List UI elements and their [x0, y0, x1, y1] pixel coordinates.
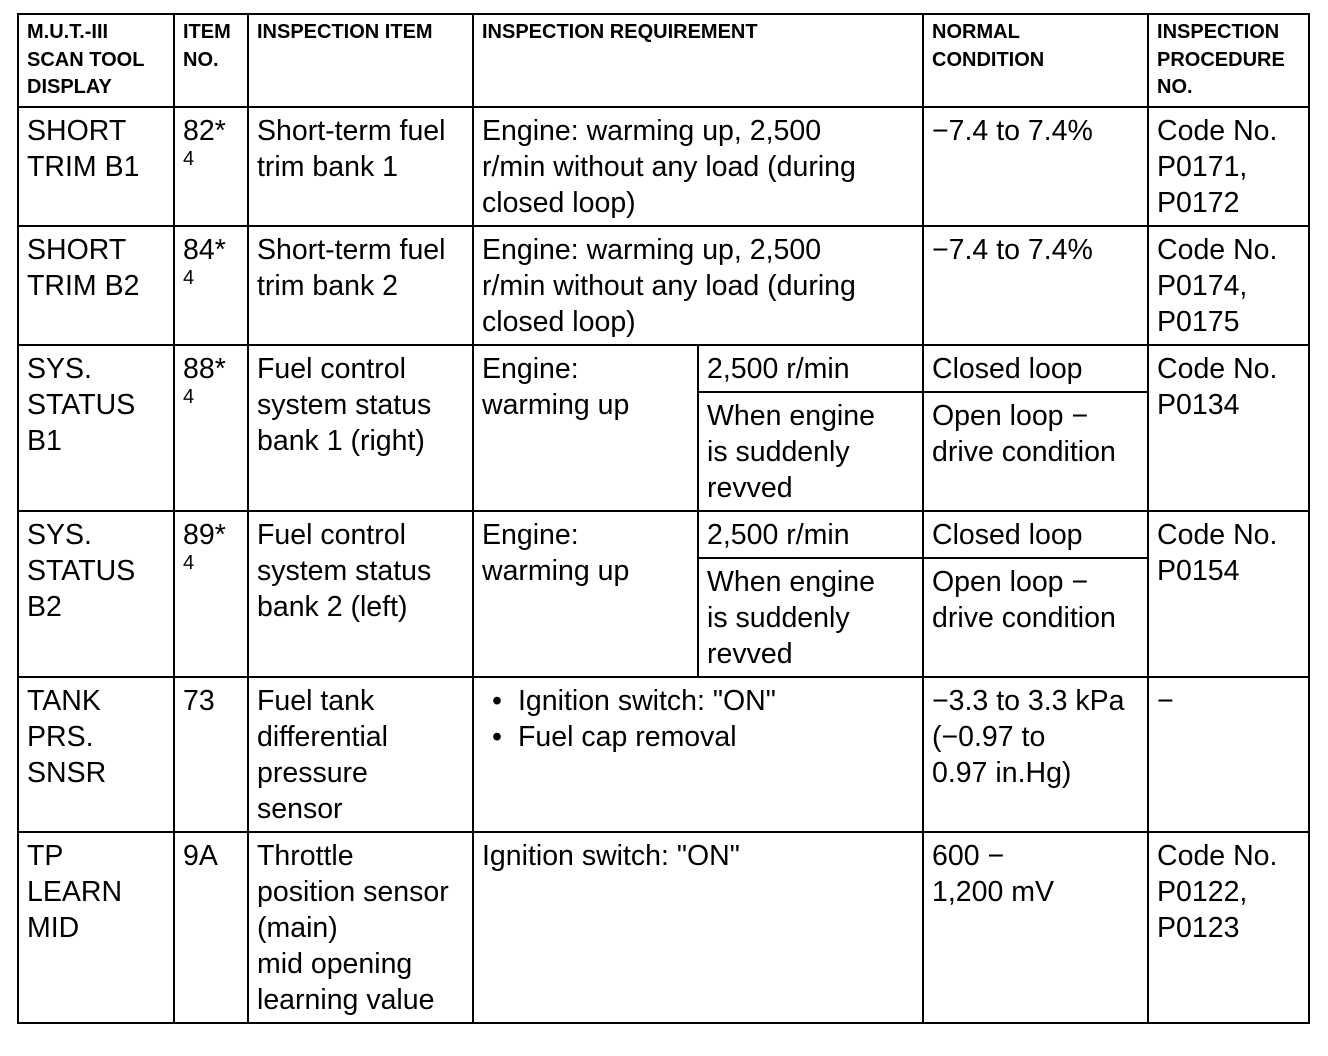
- procedure-cell: Code No. P0174, P0175: [1148, 226, 1309, 345]
- item-no-cell: 84* 4: [174, 226, 248, 345]
- table-row: [18, 677, 1309, 832]
- inspection-item-cell: Short-term fuel trim bank 1: [248, 107, 473, 226]
- normal-condition-cell: 600 − 1,200 mV: [923, 832, 1148, 1023]
- requirement-cell: [473, 677, 923, 832]
- procedure-cell: Code No. P0122, P0123: [1148, 832, 1309, 1023]
- inspection-item-cell: Throttle position sensor (main) mid opening learning value: [248, 832, 473, 1023]
- display-cell: TANK PRS. SNSR: [18, 677, 174, 832]
- normal-condition-cell: −7.4 to 7.4%: [923, 226, 1148, 345]
- display-cell: TP LEARN MID: [18, 832, 174, 1023]
- condition-cell: 2,500 r/min: [698, 345, 923, 392]
- requirement-cell: Engine: warming up: [473, 345, 698, 511]
- normal-condition-cell: −7.4 to 7.4%: [923, 107, 1148, 226]
- footnote-ref: 4: [183, 266, 195, 289]
- inspection-item-cell: Short-term fuel trim bank 2: [248, 226, 473, 345]
- inspection-table: [17, 13, 1310, 1024]
- procedure-cell: Code No. P0134: [1148, 345, 1309, 511]
- header-row: [18, 14, 1309, 107]
- header-inspection-requirement: INSPECTION REQUIREMENT: [473, 14, 923, 107]
- footnote-ref: 4: [183, 147, 195, 170]
- item-no-cell: 73: [174, 677, 248, 832]
- normal-condition-cell: Open loop − drive condition: [923, 558, 1148, 677]
- condition-cell: 2,500 r/min: [698, 511, 923, 558]
- header-item-no: ITEM NO.: [174, 14, 248, 107]
- item-no-cell: 88* 4: [174, 345, 248, 511]
- footnote-ref: 4: [183, 385, 195, 408]
- display-cell: SHORT TRIM B1: [18, 107, 174, 226]
- normal-condition-cell: Closed loop: [923, 511, 1148, 558]
- normal-condition-cell: −3.3 to 3.3 kPa (−0.97 to 0.97 in.Hg): [923, 677, 1148, 832]
- requirement-cell: Engine: warming up: [473, 511, 698, 677]
- display-cell: SYS. STATUS B2: [18, 511, 174, 677]
- requirement-cell: Engine: warming up, 2,500 r/min without any load (during closed loop): [473, 226, 923, 345]
- display-cell: SYS. STATUS B1: [18, 345, 174, 511]
- item-no-cell: 82* 4: [174, 107, 248, 226]
- footnote-ref: 4: [183, 551, 195, 574]
- list-item: • Ignition switch: "ON": [482, 683, 914, 719]
- procedure-cell: Code No. P0154: [1148, 511, 1309, 677]
- requirement-list: [482, 683, 914, 755]
- table-row: [18, 832, 1309, 1023]
- normal-condition-cell: Open loop − drive condition: [923, 392, 1148, 511]
- header-procedure-no: INSPECTION PROCEDURE NO.: [1148, 14, 1309, 107]
- inspection-item-cell: Fuel control system status bank 1 (right): [248, 345, 473, 511]
- item-no-cell: 89* 4: [174, 511, 248, 677]
- condition-cell: When engine is suddenly revved: [698, 392, 923, 511]
- normal-condition-cell: Closed loop: [923, 345, 1148, 392]
- inspection-item-cell: Fuel tank differential pressure sensor: [248, 677, 473, 832]
- procedure-cell: Code No. P0171, P0172: [1148, 107, 1309, 226]
- header-display: M.U.T.-III SCAN TOOL DISPLAY: [18, 14, 174, 107]
- table-row: [18, 107, 1309, 226]
- requirement-cell: Ignition switch: "ON": [473, 832, 923, 1023]
- list-item: • Fuel cap removal: [482, 719, 914, 755]
- requirement-cell: Engine: warming up, 2,500 r/min without any load (during closed loop): [473, 107, 923, 226]
- header-inspection-item: INSPECTION ITEM: [248, 14, 473, 107]
- table-row: [18, 226, 1309, 345]
- inspection-item-cell: Fuel control system status bank 2 (left): [248, 511, 473, 677]
- table-row: [18, 345, 1309, 392]
- header-normal-condition: NORMAL CONDITION: [923, 14, 1148, 107]
- condition-cell: When engine is suddenly revved: [698, 558, 923, 677]
- item-no-cell: 9A: [174, 832, 248, 1023]
- procedure-cell: −: [1148, 677, 1309, 832]
- display-cell: SHORT TRIM B2: [18, 226, 174, 345]
- table-row: [18, 511, 1309, 558]
